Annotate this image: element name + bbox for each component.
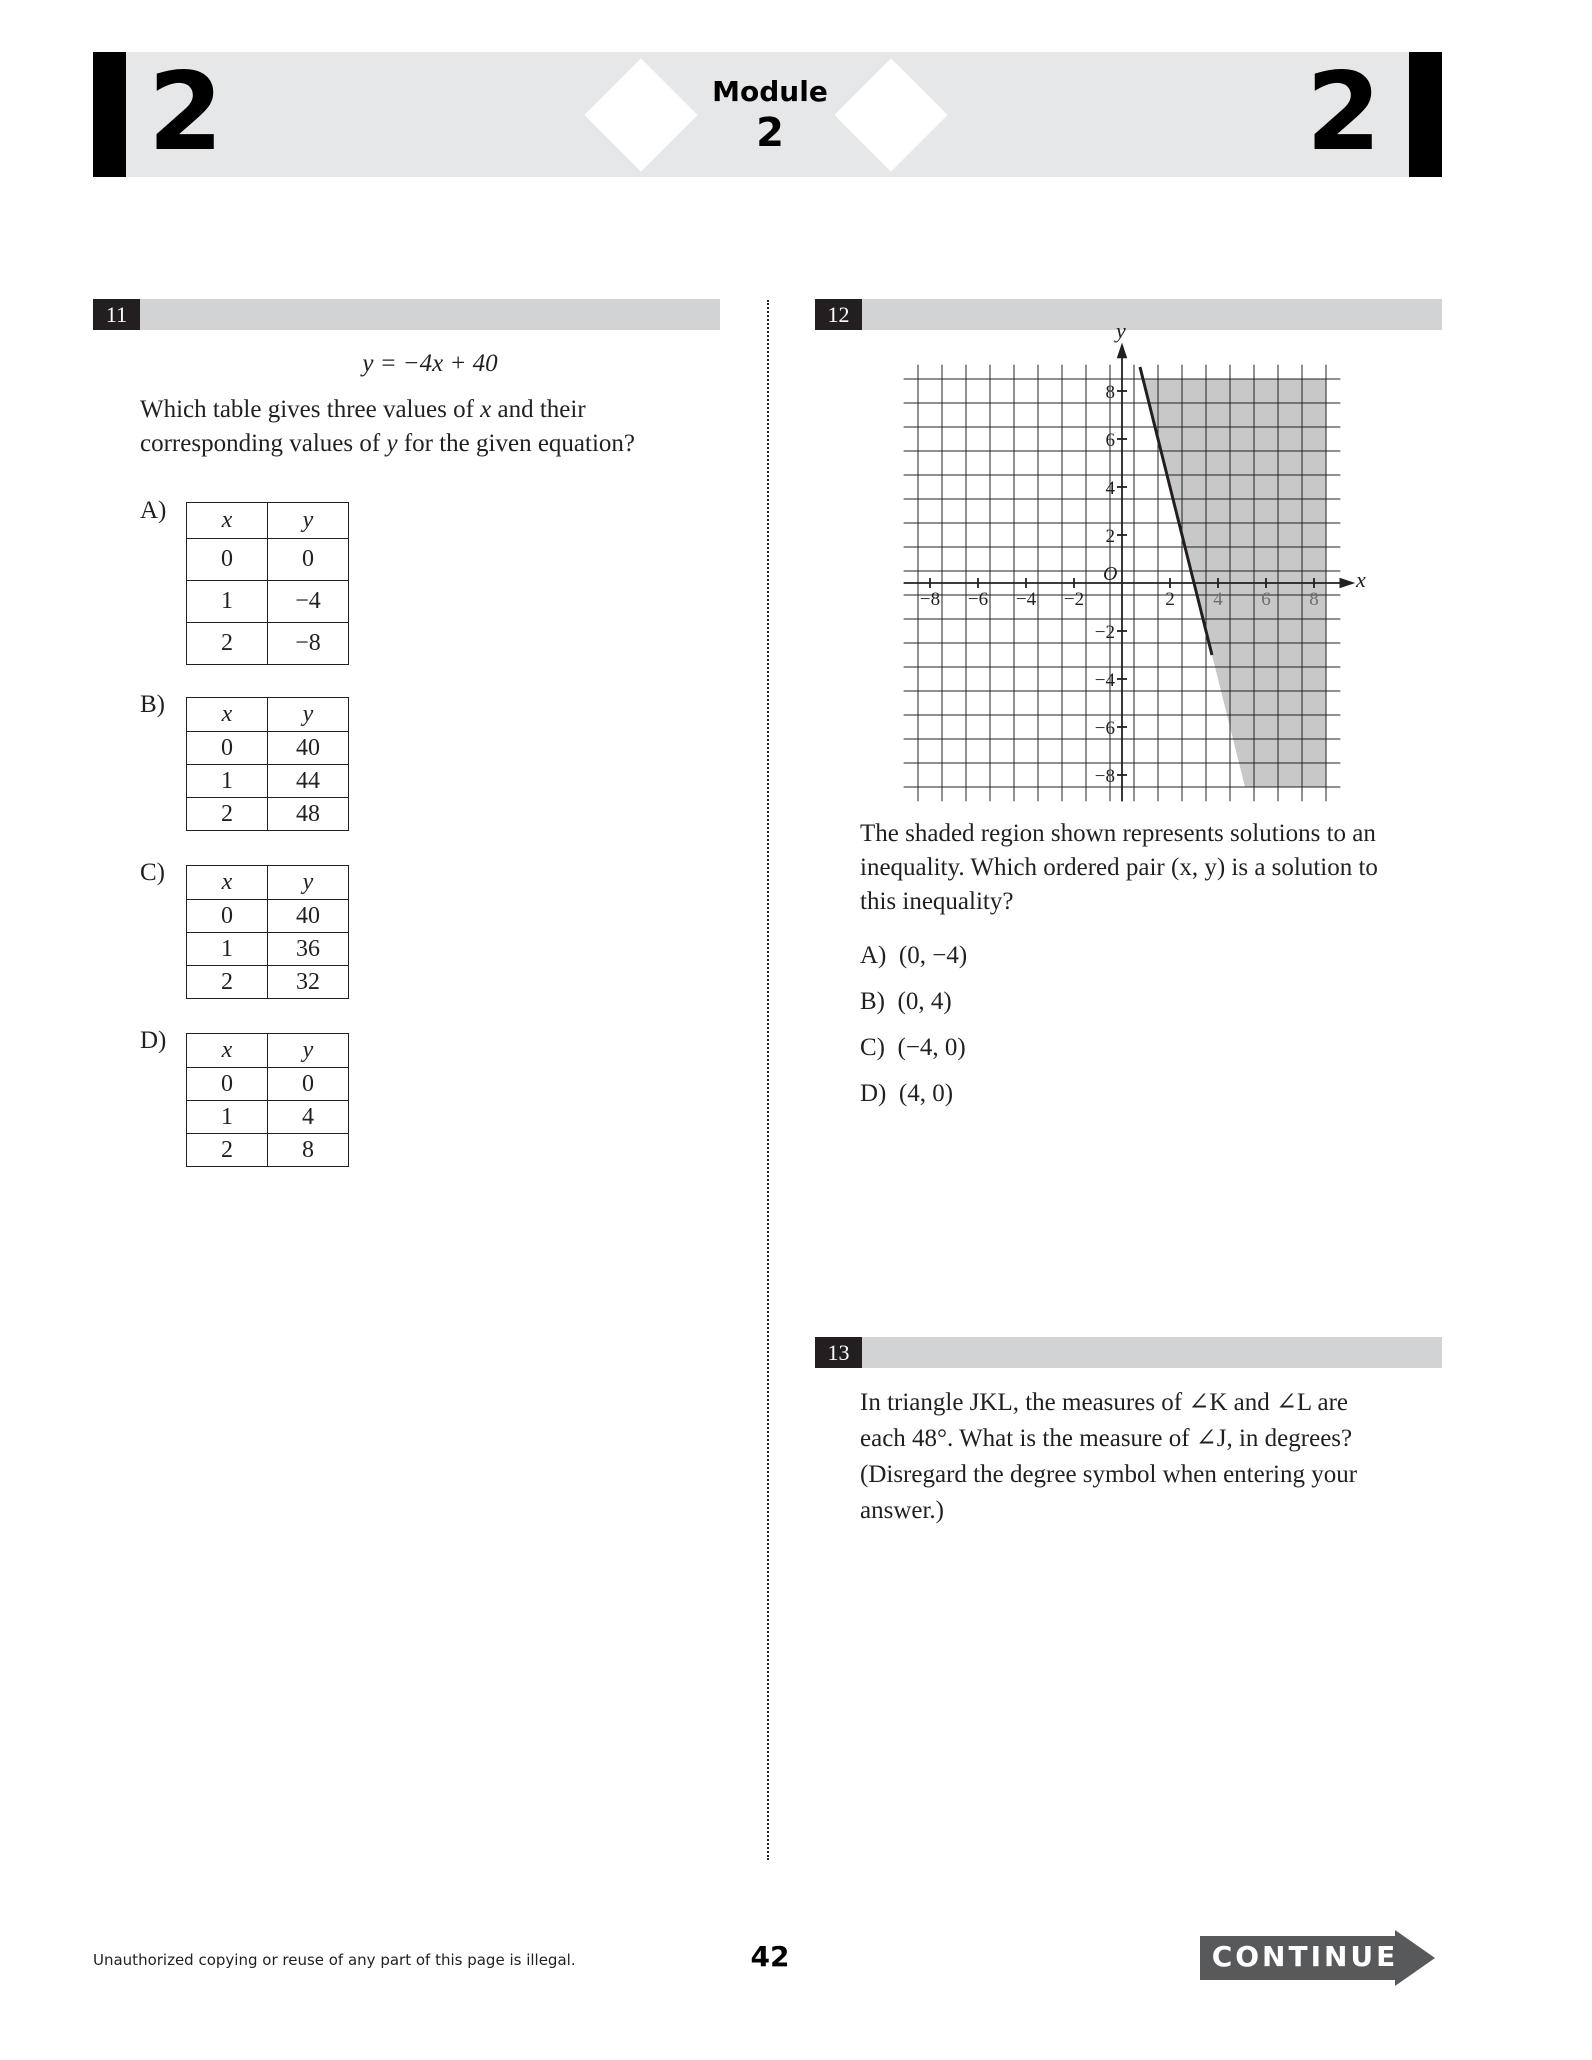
copyright-notice: Unauthorized copying or reuse of any part of this page is illegal. <box>93 1951 576 1969</box>
q12-choice-c[interactable]: C) (−4, 0) <box>860 1034 966 1061</box>
question-12-bar <box>815 299 1442 330</box>
y-tick-label: −6 <box>1094 718 1115 739</box>
y-tick-label: −4 <box>1094 670 1115 691</box>
x-tick-label: −6 <box>967 589 989 610</box>
column-divider <box>767 300 769 1860</box>
question-11-bar <box>93 299 720 330</box>
y-tick-label: −2 <box>1094 622 1115 643</box>
origin-label: O <box>1103 563 1118 585</box>
question-12-number: 12 <box>815 299 862 330</box>
continue-button[interactable]: CONTINUE <box>1211 1940 1399 1973</box>
header-left-bar <box>93 52 126 177</box>
q12-prompt: The shaded region shown represents solutions to an inequality. Which ordered pair (x, y) is a solution to this inequality? <box>860 820 1378 915</box>
section-number-left: 2 <box>148 50 224 175</box>
header-right-bar <box>1409 52 1442 177</box>
q12-choice-d[interactable]: D) (4, 0) <box>860 1080 954 1107</box>
section-number-right: 2 <box>1306 50 1382 175</box>
y-axis-label: y <box>1116 318 1126 344</box>
q11-option-a-label[interactable]: A) <box>140 497 167 524</box>
y-tick-label: 4 <box>1105 478 1115 499</box>
x-tick-label: 6 <box>1261 589 1271 610</box>
module-title: Module <box>712 75 828 108</box>
inequality-graph <box>919 318 1390 795</box>
x-tick-label: 4 <box>1213 589 1223 610</box>
question-13-number: 13 <box>815 1337 862 1368</box>
q11-option-a-table[interactable]: x y 0 0 1 −4 2 −8 <box>186 502 349 665</box>
y-tick-label: 2 <box>1105 526 1115 547</box>
q12-choice-a[interactable]: A) (0, −4) <box>860 942 968 969</box>
y-tick-label: 6 <box>1105 430 1115 451</box>
y-axis-arrow <box>1118 345 1126 357</box>
q11-option-b-table[interactable]: x y 0 40 1 44 2 48 <box>186 697 349 831</box>
module-number: 2 <box>756 110 784 156</box>
x-axis-label: x <box>1356 567 1366 592</box>
q11-option-b-label[interactable]: B) <box>140 691 165 718</box>
x-axis-arrow <box>1340 579 1352 587</box>
q11-prompt: Which table gives three values of x and their corresponding values of y for the given equation? <box>140 396 635 457</box>
y-tick-label: −8 <box>1094 766 1115 787</box>
question-13-bar <box>815 1337 1442 1368</box>
q13-prompt: In triangle JKL, the measures of ∠K and ∠L are each 48°. What is the measure of ∠J, in degrees? (Disregard the degree symbol when entering your answer.) <box>860 1389 1358 1524</box>
x-tick-label: 2 <box>1165 589 1175 610</box>
x-tick-label: −2 <box>1063 589 1085 610</box>
x-tick-label: 8 <box>1309 589 1319 610</box>
q11-option-d-label[interactable]: D) <box>140 1027 167 1054</box>
q11-option-c-table[interactable]: x y 0 40 1 36 2 32 <box>186 865 349 999</box>
x-tick-label: −8 <box>919 589 941 610</box>
q11-option-c-label[interactable]: C) <box>140 859 165 886</box>
question-11-number: 11 <box>93 299 140 330</box>
q12-choice-b[interactable]: B) (0, 4) <box>860 988 952 1015</box>
page-number: 42 <box>750 1940 790 1973</box>
q11-option-d-table[interactable]: x y 0 0 1 4 2 8 <box>186 1033 349 1167</box>
y-tick-label: 8 <box>1105 382 1115 403</box>
x-tick-label: −4 <box>1015 589 1037 610</box>
q11-equation: y = −4x + 40 <box>362 350 498 377</box>
